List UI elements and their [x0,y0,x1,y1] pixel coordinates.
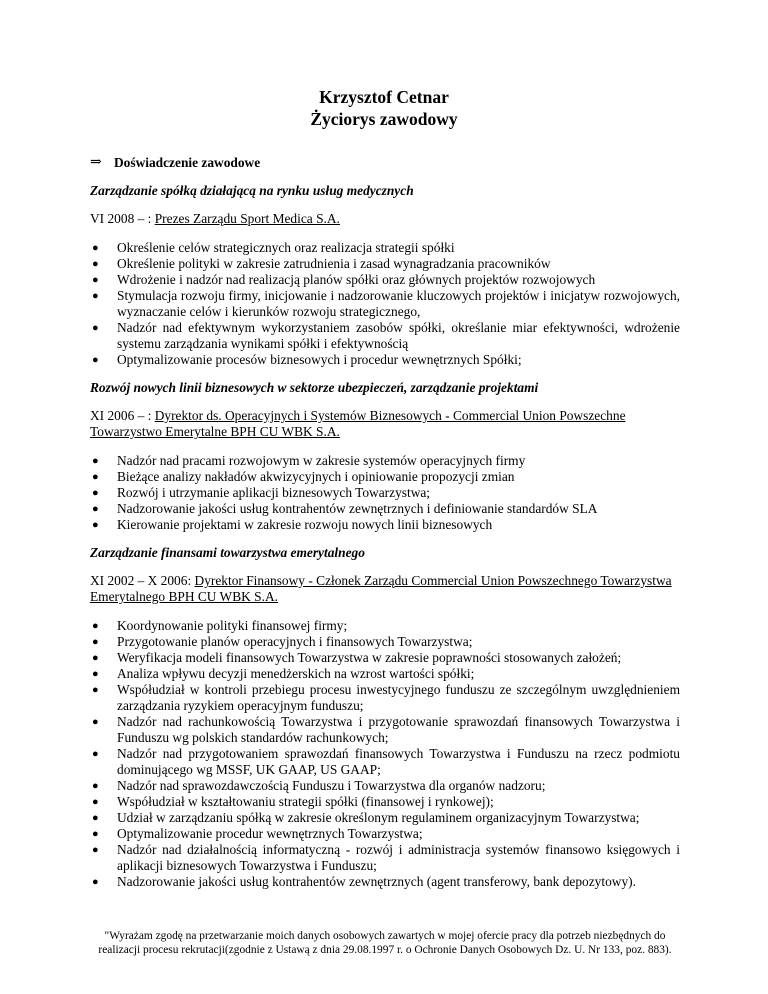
list-item [90,634,680,650]
list-item [90,272,680,288]
bullet-icon: ● [92,354,99,366]
job-period: XI 2002 – X 2006: [90,573,195,588]
page-subtitle: Życiorys zawodowy [310,109,458,129]
bullet-icon: ● [92,258,99,270]
duty-text: Analiza wpływu decyzji menedżerskich na wzrost wartości spółki; [117,666,475,681]
bullet-icon: ● [92,455,99,467]
page-title: Krzysztof Cetnar [319,87,449,107]
list-item [90,682,680,714]
bullet-icon: ● [92,828,99,840]
list-item [90,826,680,842]
duty-text: Nadzór nad efektywnym wykorzystaniem zasobów spółki, określanie miar efektywności, wdrożenie systemu zarządzania wynikami spółki i efektywnością [117,320,680,351]
bullet-icon: ● [92,780,99,792]
duty-text: Optymalizowanie procesów biznesowych i procedur wewnętrznych Spółki; [117,352,522,367]
duties-list [90,618,680,890]
bullet-icon: ● [92,487,99,499]
right-arrow-icon: ⇒ [90,155,102,170]
duty-text: Współudział w kształtowaniu strategii spółki (finansowej i rynkowej); [117,794,494,809]
list-item [90,874,680,890]
list-item [90,352,680,368]
duty-text: Określenie celów strategicznych oraz realizacja strategii spółki [117,240,455,255]
bullet-icon: ● [92,812,99,824]
job-line [90,211,680,227]
duty-text: Nadzór nad rachunkowością Towarzystwa i przygotowanie sprawozdań finansowych Towarzystwa i Funduszu wg polskich standardów rachunkowych; [117,714,680,745]
list-item [90,485,680,501]
title-block [0,86,768,130]
job-period: VI 2008 – : [90,211,155,226]
list-item [90,469,680,485]
duties-list [90,240,680,368]
duty-text: Nadzór nad przygotowaniem sprawozdań finansowych Towarzystwa i Funduszu na rzecz podmiotu dominującego wg MSSF, UK GAAP, US GAAP; [117,746,680,777]
list-item [90,794,680,810]
bullet-icon: ● [92,242,99,254]
duty-text: Koordynowanie polityki finansowej firmy; [117,618,348,633]
duty-text: Weryfikacja modeli finansowych Towarzystwa w zakresie poprawności stosowanych założeń; [117,650,622,665]
list-item [90,256,680,272]
list-item [90,288,680,320]
bullet-icon: ● [92,290,99,302]
duties-list [90,453,680,533]
bullet-icon: ● [92,471,99,483]
role-area: Rozwój nowych linii biznesowych w sektorze ubezpieczeń, zarządzanie projektami [90,380,539,395]
duty-text: Udział w zarządzaniu spółką w zakresie określonym regulaminem organizacyjnym Towarzystwa; [117,810,640,825]
section-heading [90,155,680,171]
bullet-icon: ● [92,322,99,334]
bullet-icon: ● [92,748,99,760]
bullet-icon: ● [92,503,99,515]
list-item [90,666,680,682]
duty-text: Stymulacja rozwoju firmy, inicjowanie i nadzorowanie kluczowych projektów i inicjatyw rozwojowych, wyznaczanie celów i kierunków rozwoju strategicznego, [117,288,680,319]
job-line [90,573,680,605]
duty-text: Wdrożenie i nadzór nad realizacją planów spółki oraz głównych projektów rozwojowych [117,272,596,287]
list-item [90,778,680,794]
duty-text: Nadzorowanie jakości usług kontrahentów zewnętrznych i definiowanie standardów SLA [117,501,598,516]
job-title: Dyrektor Finansowy - Członek Zarządu Commercial Union Powszechnego Towarzystwa Emerytalnego BPH CU WBK S.A. [90,573,672,604]
section-heading-text: Doświadczenie zawodowe [114,155,261,170]
bullet-icon: ● [92,844,99,856]
duty-text: Nadzorowanie jakości usług kontrahentów zewnętrznych (agent transferowy, bank depozytowy). [117,874,636,889]
bullet-icon: ● [92,274,99,286]
bullet-icon: ● [92,519,99,531]
duty-text: Optymalizowanie procedur wewnętrznych Towarzystwa; [117,826,423,841]
duty-text: Nadzór nad pracami rozwojowym w zakresie systemów operacyjnych firmy [117,453,526,468]
duty-text: Współudział w kontroli przebiegu procesu inwestycyjnego funduszu ze szczególnym uwzględnieniem zarządzania ryzykiem operacyjnym funduszu; [117,682,680,713]
consent-footer: "Wyrażam zgodę na przetwarzanie moich danych osobowych zawartych w mojej ofercie pracy dla potrzeb niezbędnych do realizacji procesu rekrutacji(zgodnie z Ustawą z dnia 29.08.1997 r. o Ochronie Danych Osobowych Dz. U. Nr 133, poz. 883). [98,930,672,956]
duty-text: Nadzór nad sprawozdawczością Funduszu i Towarzystwa dla organów nadzoru; [117,778,546,793]
bullet-icon: ● [92,796,99,808]
bullet-icon: ● [92,716,99,728]
list-item [90,714,680,746]
list-item [90,240,680,256]
list-item [90,650,680,666]
list-item [90,842,680,874]
job-line [90,408,680,440]
duty-text: Bieżące analizy nakładów akwizycyjnych i opiniowanie propozycji zmian [117,469,515,484]
bullet-icon: ● [92,636,99,648]
list-item [90,746,680,778]
list-item [90,453,680,469]
bullet-icon: ● [92,668,99,680]
bullet-icon: ● [92,684,99,696]
list-item [90,501,680,517]
bullet-icon: ● [92,876,99,888]
job-title: Dyrektor ds. Operacyjnych i Systemów Biznesowych - Commercial Union Powszechne Towarzystwo Emerytalne BPH CU WBK S.A. [90,408,626,439]
role-area: Zarządzanie spółką działającą na rynku usług medycznych [90,183,414,198]
bullet-icon: ● [92,652,99,664]
list-item [90,618,680,634]
duty-text: Kierowanie projektami w zakresie rozwoju nowych linii biznesowych [117,517,493,532]
list-item [90,517,680,533]
role-area: Zarządzanie finansami towarzystwa emerytalnego [90,545,365,560]
duty-text: Przygotowanie planów operacyjnych i finansowych Towarzystwa; [117,634,473,649]
bullet-icon: ● [92,620,99,632]
list-item [90,810,680,826]
cv-content [90,155,680,902]
duty-text: Nadzór nad działalnością informatyczną - rozwój i administracja systemów finansowo księgowych i aplikacji biznesowych Towarzystwa i Funduszu; [117,842,680,873]
duty-text: Rozwój i utrzymanie aplikacji biznesowych Towarzystwa; [117,485,431,500]
job-title: Prezes Zarządu Sport Medica S.A. [154,211,340,226]
job-period: XI 2006 – : [90,408,155,423]
list-item [90,320,680,352]
duty-text: Określenie polityki w zakresie zatrudnienia i zasad wynagradzania pracowników [117,256,551,271]
